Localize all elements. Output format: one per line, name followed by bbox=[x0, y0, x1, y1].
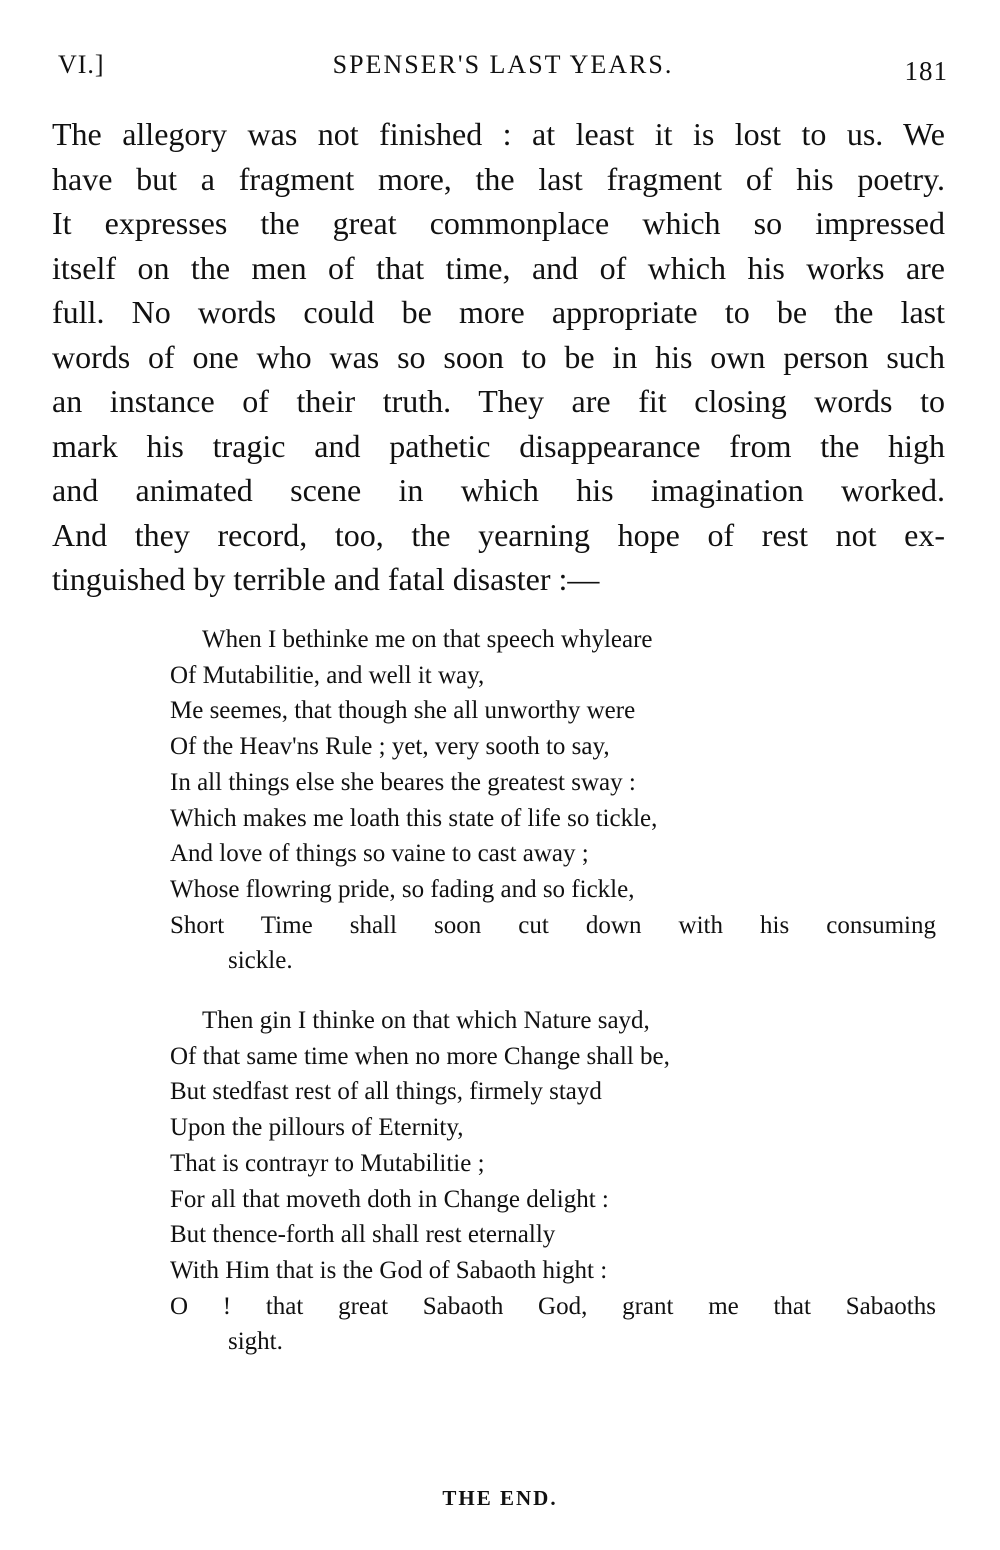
verse-line: sickle. bbox=[228, 947, 293, 975]
verse-line: Upon the pillours of Eternity, bbox=[170, 1114, 464, 1142]
poem-stanza-1 bbox=[170, 622, 940, 979]
prose-paragraph bbox=[52, 112, 945, 602]
running-header bbox=[58, 50, 948, 86]
the-end-label: THE END. bbox=[442, 1486, 558, 1510]
verse-line: And love of things so vaine to cast away ; bbox=[170, 840, 589, 868]
prose-line: tinguished by terrible and fatal disaster :— bbox=[52, 561, 600, 597]
verse-line: Whose flowring pride, so fading and so fickle, bbox=[170, 875, 635, 903]
prose-line: words of one who was so soon to be in his own person such bbox=[52, 338, 945, 375]
prose-line: The allegory was not finished : at least it is lost to us. We bbox=[52, 116, 945, 152]
prose-line: and animated scene in which his imagination worked. bbox=[52, 472, 945, 508]
prose-line: an instance of their truth. They are fit closing words to bbox=[52, 383, 945, 419]
verse-line: Of the Heav'ns Rule ; yet, very sooth to say, bbox=[170, 733, 610, 761]
poem-stanza-2 bbox=[170, 1003, 940, 1360]
verse-line: With Him that is the God of Sabaoth hight : bbox=[170, 1256, 608, 1284]
verse-line: Then gin I thinke on that which Nature sayd, bbox=[202, 1007, 650, 1034]
prose-line: full. No words could be more appropriate to be the last bbox=[52, 294, 945, 330]
prose-line: have but a fragment more, the last fragment of his poetry. bbox=[52, 160, 945, 197]
verse-line: But stedfast rest of all things, firmely stayd bbox=[170, 1078, 602, 1106]
verse-line: Me seemes, that though she all unworthy were bbox=[170, 697, 636, 725]
prose-line: It expresses the great commonplace which so impressed bbox=[52, 205, 945, 241]
prose-line: mark his tragic and pathetic disappearance from the high bbox=[52, 427, 945, 464]
prose-line: itself on the men of that time, and of which his works are bbox=[52, 249, 945, 286]
prose-line: And they record, too, the yearning hope of rest not ex- bbox=[52, 516, 945, 553]
running-title: SPENSER'S LAST YEARS. bbox=[332, 50, 674, 79]
page-number: 181 bbox=[904, 56, 948, 86]
verse-line: Of Mutabilitie, and well it way, bbox=[170, 661, 485, 689]
verse-line: But thence-forth all shall rest eternally bbox=[170, 1221, 556, 1249]
chapter-marker: VI.] bbox=[58, 50, 105, 79]
verse-line: Which makes me loath this state of life so tickle, bbox=[170, 804, 658, 832]
verse-line: In all things else she beares the greatest sway : bbox=[170, 768, 636, 796]
verse-line: Of that same time when no more Change shall be, bbox=[170, 1042, 670, 1070]
verse-line: When I bethinke me on that speech whyleare bbox=[202, 626, 653, 653]
verse-line: O ! that great Sabaoth God, grant me that Sabaoths bbox=[170, 1292, 936, 1320]
verse-line: sight. bbox=[228, 1328, 283, 1356]
verse-line: For all that moveth doth in Change delight : bbox=[170, 1185, 609, 1213]
verse-line: Short Time shall soon cut down with his consuming bbox=[170, 911, 936, 939]
verse-line: That is contrayr to Mutabilitie ; bbox=[170, 1149, 485, 1177]
